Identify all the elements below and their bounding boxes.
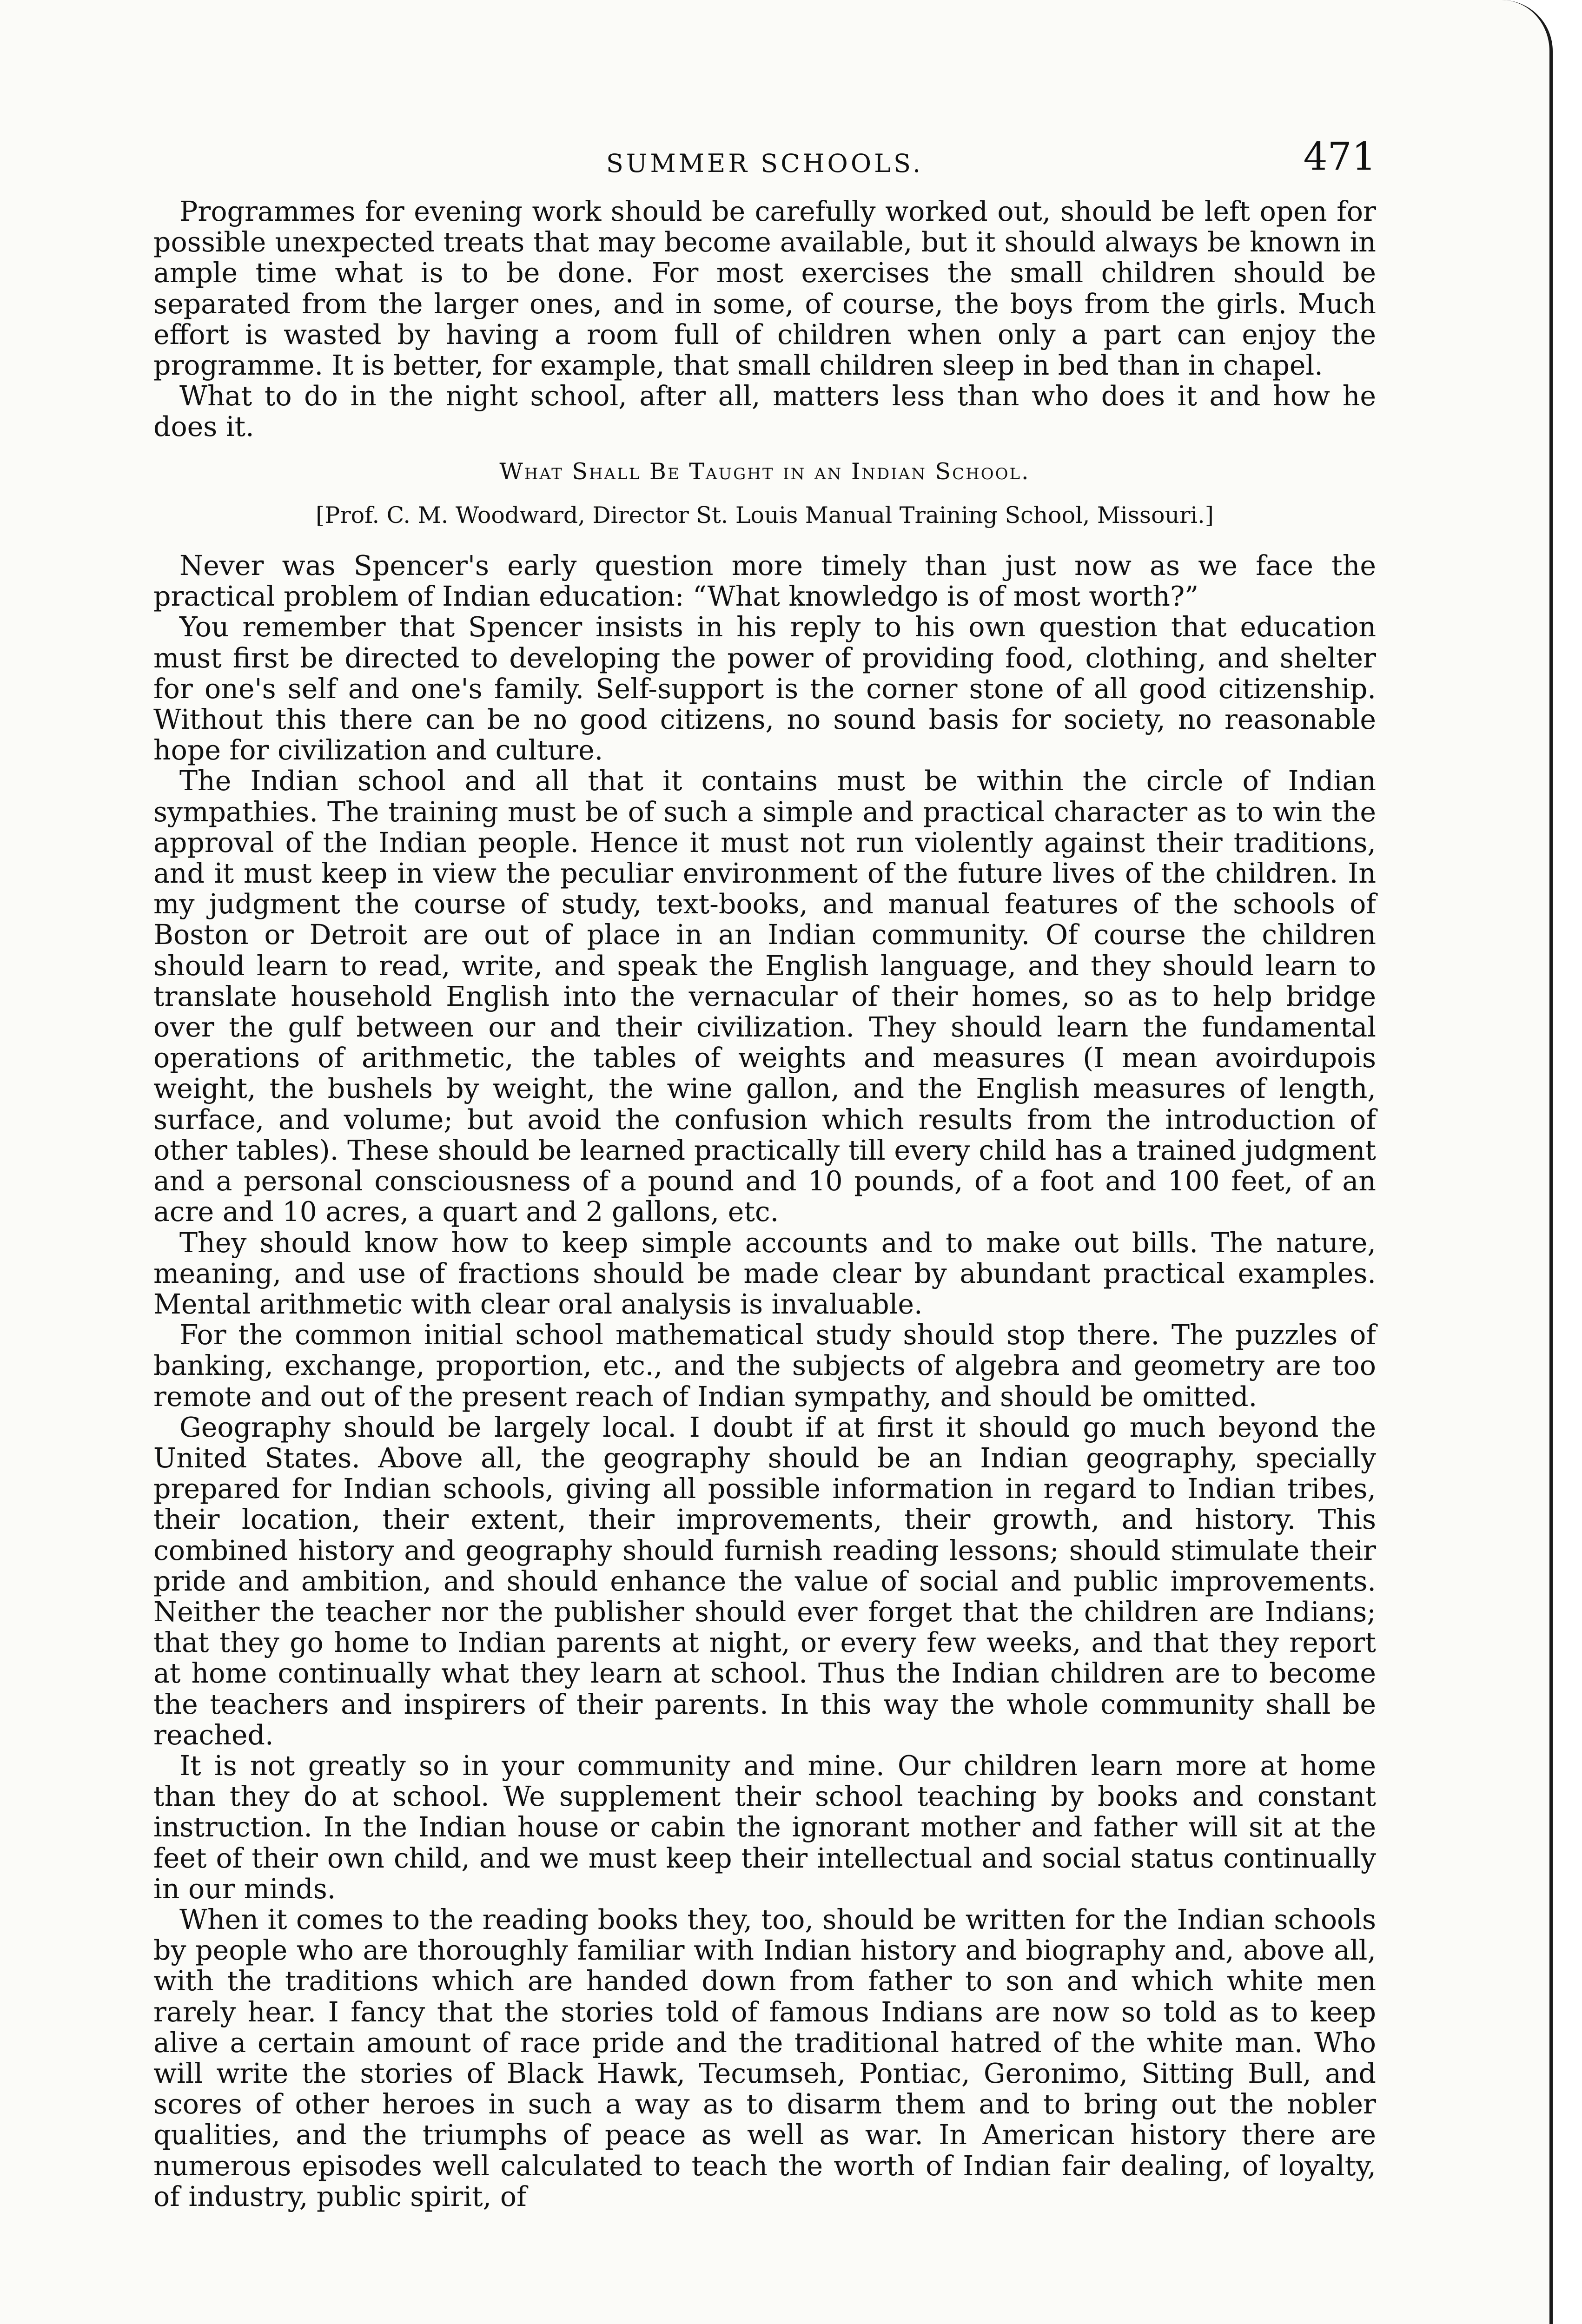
author-attribution: [Prof. C. M. Woodward, Director St. Louis Manual Training School, Missouri.] (316, 502, 1214, 528)
paragraph: It is not greatly so in your community and mine. Our children learn more at home than they do at school. We supplement their school teaching by books and constant instruction. In the Indian house or cabin the ignorant mother and father will sit at the feet of their own child, and we must keep their intellectual and social status continually in our minds. (153, 1750, 1376, 1905)
paragraph: For the common initial school mathematical study should stop there. The puzzles of banking, exchange, proportion, etc., and the subjects of algebra and geometry are too remote and out of the present reach of Indian sympathy, and should be omitted. (153, 1319, 1376, 1413)
paragraph: They should know how to keep simple accounts and to make out bills. The nature, meaning, and use of fractions should be made clear by abundant practical examples. Mental arithmetic with clear oral analysis is invaluable. (153, 1227, 1376, 1320)
paragraph: Geography should be largely local. I doubt if at first it should go much beyond the United States. Above all, the geography should be an Indian geography, specially prepared for Indian schools, giving all possible information in regard to Indian tribes, their location, their extent, their improvements, their growth, and history. This combined history and geography should furnish reading lessons; should stimulate their pride and ambition, and should enhance the value of social and public improvements. Neither the teacher nor the publisher should ever forget that the children are Indians; that they go home to Indian parents at night, or every few weeks, and that they report at home continually what they learn at school. Thus the Indian children are to become the teachers and inspirers of their parents. In this way the whole community shall be reached. (153, 1411, 1376, 1751)
paragraph: The Indian school and all that it contains must be within the circle of Indian sympathies. The training must be of such a simple and practical character as to win the approval of the Indian people. Hence it must not run violently against their traditions, and it must keep in view the peculiar environment of the future lives of the children. In my judgment the course of study, text-books, and manual features of the schools of Boston or Detroit are out of place in an Indian community. Of course the children should learn to read, write, and speak the English language, and they should learn to translate household English into the vernacular of their homes, so as to help bridge over the gulf between our and their civilization. They should learn the fundamental operations of arithmetic, the tables of weights and measures (I mean avoirdupois weight, the bushels by weight, the wine gallon, and the English measures of length, surface, and volume; but avoid the confusion which results from the introduction of other tables). These should be learned practically till every child has a trained judgment and a personal consciousness of a pound and 10 pounds, of a foot and 100 feet, of an acre and 10 acres, a quart and 2 gallons, etc. (153, 765, 1376, 1228)
paragraph: Never was Spencer's early question more timely than just now as we face the practical problem of Indian education: “What knowledgo is of most worth?” (153, 550, 1376, 613)
section-title: What Shall Be Taught in an Indian School. (499, 458, 1030, 485)
body-text (153, 196, 1376, 2212)
running-head: SUMMER SCHOOLS. (606, 149, 924, 178)
book-page (153, 135, 1376, 2212)
paragraph: Programmes for evening work should be carefully worked out, should be left open for possible unexpected treats that may become available, but it should always be known in ample time what is to be done. For most exercises the small children should be separated from the larger ones, and in some, of course, the boys from the girls. Much effort is wasted by having a room full of children when only a part can enjoy the programme. It is better, for example, that small children sleep in bed than in chapel. (153, 196, 1376, 382)
paragraph: When it comes to the reading books they, too, should be written for the Indian schools by people who are thoroughly familiar with Indian history and biography and, above all, with the traditions which are handed down from father to son and which white men rarely hear. I fancy that the stories told of famous Indians are now so told as to keep alive a certain amount of race pride and the traditional hatred of the white man. Who will write the stories of Black Hawk, Tecumseh, Pontiac, Geronimo, Sitting Bull, and scores of other heroes in such a way as to disarm them and to bring out the nobler qualities, and the triumphs of peace as well as war. In American history there are numerous episodes well calculated to teach the worth of Indian fair dealing, of loyalty, of industry, public spirit, of (153, 1903, 1376, 2212)
page-number: 471 (1303, 135, 1376, 179)
paragraph: What to do in the night school, after all, matters less than who does it and how he does it. (153, 380, 1376, 443)
page-header (153, 135, 1376, 191)
paragraph: You remember that Spencer insists in his reply to his own question that education must first be directed to developing the power of providing food, clothing, and shelter for one's self and one's family. Self-support is the corner stone of all good citizenship. Without this there can be no good citizens, no sound basis for society, no reasonable hope for civilization and culture. (153, 611, 1376, 766)
